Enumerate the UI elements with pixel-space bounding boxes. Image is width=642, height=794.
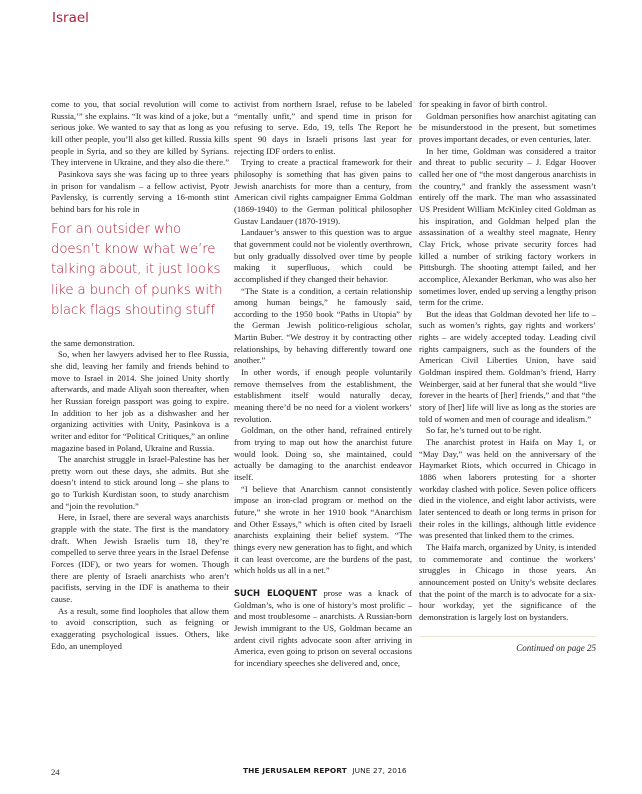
continued-link[interactable]: Continued on page 25	[516, 642, 596, 653]
paragraph: come to you, that social revolution will come to Russia,’” she explains. “It was kind of a joke, but a serious joke. We wanted to say that as long as you kill other people, you’ll also get killed. Russia kills people in Syria, and so they are killed by Syrians. They intervene in Ukraine, and they also die there.”	[51, 99, 230, 168]
section-label: Israel	[52, 10, 89, 26]
paragraph: In her time, Goldman was considered a traitor and threat to public security – J. Edgar Hoover called her one of “the most dangerous anarchists in the country,” and frankly the assessment wasn’t entirely off the mark. The man who assassinated US President William McKinley cited Goldman as his inspiration, and Goldman helped plan the assassination of a wealthy steel magnate, Henry Clay Frick, whose private security forces had killed a number of striking factory workers in Pittsburgh. The shooting attempt failed, and her accomplice, Alexander Berkman, who was also her sometimes lover, ended up serving a lengthy prison term for the crime.	[419, 145, 596, 308]
paragraph: Trying to create a practical framework for their philosophy is something that has given pains to Jewish anarchists for more than a century, from American civil rights campaigner Emma Goldman (1869-1940) to the German political philosopher Gustav Landauer (1870-1919).	[234, 157, 412, 226]
lead-in-text: SUCH ELOQUENT	[234, 587, 318, 598]
paragraph: The Haifa march, organized by Unity, is intended to commemorate and continue the workers’ struggles in Chicago in those years. An announcement posted on Unity’s website declares that the point of the march is to advocate for a six-hour workday, yet the significance of the demonstration is largely lost on bystanders.	[419, 541, 596, 622]
publication-footer	[243, 766, 407, 775]
pull-quote: For an outsider who doesn’t know what we’re talking about, it just looks like a bunch of punks with black flags shouting stuff	[51, 221, 223, 319]
paragraph: The anarchist struggle in Israel-Palestine has her pretty worn out these days, she admits. But she doesn’t intend to stick around long – she plans to go to Turkish Kurdistan soon, to study anarchism and “join the revolution.”	[51, 454, 229, 511]
paragraph: Landauer’s answer to this question was to argue that government could not be violently overthrown, but only gradually dissolved over time by people making it superfluous, which could be accomplished if they changed their behavior.	[234, 227, 412, 284]
paragraph-with-lead-in	[234, 588, 412, 670]
divider	[419, 636, 596, 637]
paragraph: Pasinkova says she was facing up to three years in prison for vandalism – a fellow activist, Pyotr Pavlensky, is currently serving a 16-month stint behind bars for his role in	[51, 168, 229, 214]
paragraph: the same demonstration.	[51, 337, 135, 348]
paragraph: Goldman personifies how anarchist agitating can be misunderstood in the present, but sometimes proves important decades, or even centuries, later.	[419, 110, 596, 144]
paragraph: So far, he’s turned out to be right.	[426, 425, 542, 436]
paragraph: Goldman, on the other hand, refrained entirely from trying to map out how the anarchist future would look. Doing so, she maintained, could actually be damaging to the anarchist endeavor itself.	[234, 425, 412, 482]
page-number: 24	[51, 767, 60, 777]
paragraph: activist from northern Israel, refuse to be labeled “mentally unfit,” and spend time in prison for refusing to serve. Edo, 19, tells The Report he spent 90 days in Israeli prisons last year for rejecting IDF orders to enlist.	[234, 99, 412, 156]
paragraph: Here, in Israel, there are several ways anarchists grapple with the state. The first is the mandatory draft. When Jewish Israelis turn 18, they’re compelled to serve three years in the Israel Defense Forces (IDF), or two years for women. Though there are plenty of Israeli anarchists who aren’t pacifists, serving in the IDF is anathema to their cause.	[51, 512, 229, 605]
paragraph: In other words, if enough people voluntarily remove themselves from the establishment, the establishment itself would naturally decay, meaning there’d be no need for a violent workers’ revolution.	[234, 367, 412, 424]
publication-name: THE JERUSALEM REPORT	[243, 766, 347, 775]
paragraph-text: prose was a knack of Goldman’s, who is one of history’s most prolific – and most troublesome – anarchists. A Russian-born Jewish immigrant to the US, Goldman became an ardent civil rights advocate soon after arriving in America, even going to prison on several occasions for incendiary speeches she delivered and, once,	[234, 587, 412, 668]
paragraph: for speaking in favor of birth control.	[419, 99, 548, 109]
issue-date: JUNE 27, 2016	[352, 766, 407, 775]
paragraph: But the ideas that Goldman devoted her life to – such as women’s rights, gay rights and workers’ rights – are widely accepted today. Leading civil rights campaigners, such as the founders of the American Civil Liberties Union, have said Goldman inspired them. Goldman’s friend, Harry Weinberger, said at her funeral that she would “live forever in the hearts of [her] friends,” and that “the story of [her] life will live as long as the stories are told of women and men of courage and idealism.”	[419, 308, 596, 424]
paragraph: So, when her lawyers advised her to flee Russia, she did, leaving her family and friends behind to move to Israel in 2014. She joined Unity shortly afterwards, and made Aliyah soon thereafter, when her Russian foreign passport was going to expire. In addition to her job as a dishwasher and her organizing activities with Unity, Pasinkova is a writer and editor for “Political Critiques,” an online magazine based in Poland, Ukraine and Russia.	[51, 349, 229, 453]
article-column-2	[234, 99, 412, 670]
paragraph: “The State is a condition, a certain relationship among human beings,” he famously said, according to the 1950 book “Paths in Utopia” by the German Jewish politico-religious scholar, Martin Buber. “We destroy it by contracting other relationships, by behaving differently toward one another.”	[234, 285, 412, 366]
paragraph: As a result, some find loopholes that allow them to avoid conscription, such as feigning or exaggerating psychological issues. Others, like Edo, an unemployed	[51, 605, 229, 651]
article-column-3	[419, 99, 596, 654]
article-column-1	[51, 99, 229, 652]
paragraph: “I believe that Anarchism cannot consistently impose an iron-clad program or method on the future,” she wrote in her 1910 book “Anarchism and Other Essays,” which is often cited by Israeli anarchists explaining their belief system. “The things every new generation has to fight, and which it can least overcome, are the burdens of the past, which holds us all in a net.”	[234, 483, 412, 576]
paragraph: The anarchist protest in Haifa on May 1, or “May Day,” was held on the anniversary of the Haymarket Riots, which occurred in Chicago in 1886 when laborers protesting for a shorter workday clashed with police. Seven police officers died in the violence, and eight labor activists, were later sentenced to death or long terms in prison for their roles in the killings, although little evidence was presented that linked them to the crimes.	[419, 437, 596, 541]
section-break	[234, 577, 412, 588]
